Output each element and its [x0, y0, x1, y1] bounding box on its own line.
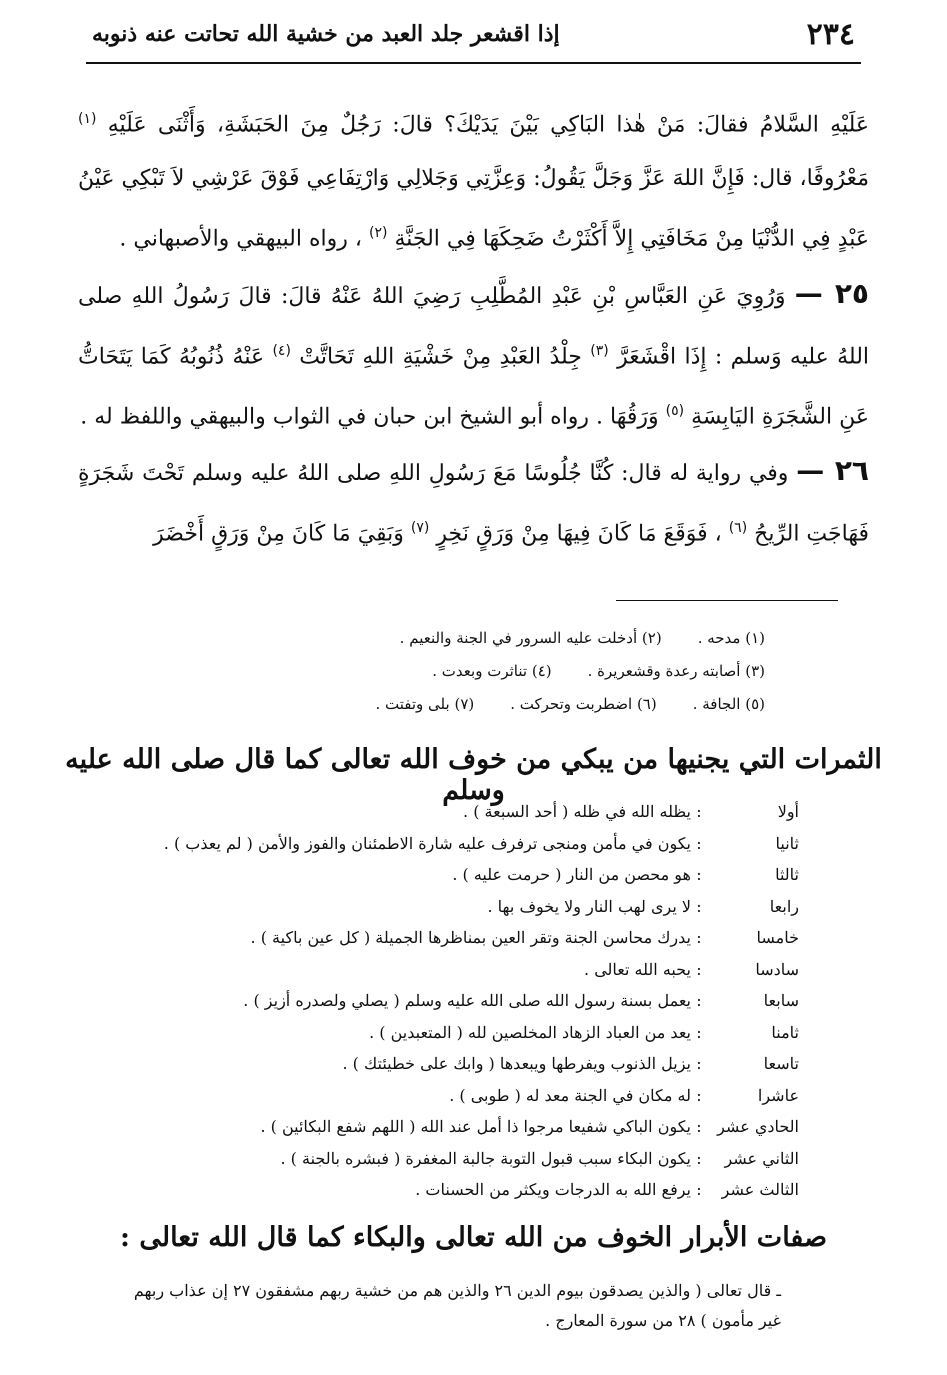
item-text: يعد من العباد الزهاد المخلصين لله ( المتعبدين ) .	[369, 1022, 691, 1042]
hadith-number: ٢٥ —	[794, 276, 870, 310]
list-item: عاشرا : له مكان في الجنة معد له ( طوبى ) .	[150, 1080, 799, 1112]
paragraph-text: وفي رواية له قال: كُنَّا جُلُوسًا مَعَ رَسُولِ اللهِ صلى اللهُ عليه وسلم تَحْتَ شَجَرَةٍ فَهَاجَتِ الرِّيحُ	[78, 461, 869, 547]
list-item: خامسا : يدرك محاسن الجنة وتقر العين بمناظرها الجميلة ( كل عين باكية ) .	[150, 922, 799, 954]
list-item: الثاني عشر : يكون البكاء سبب قبول التوبة جالبة المغفرة ( فبشره بالجنة ) .	[150, 1143, 799, 1175]
footnote-ref: (٣)	[590, 342, 609, 359]
item-text: يرفع الله به الدرجات ويكثر من الحسنات .	[415, 1180, 691, 1199]
footnote-ref: (٢)	[368, 225, 388, 242]
hadith-26	[78, 444, 869, 561]
section-heading-fruits: الثمرات التي يجنيها من يبكي من خوف الله تعالى كما قال صلى الله عليه وسلم	[65, 744, 882, 806]
paragraph-1	[78, 92, 869, 267]
footnote-row	[180, 688, 765, 721]
item-text: لا يرى لهب النار ولا يخوف بها .	[487, 896, 691, 916]
footnote-row	[180, 655, 765, 688]
list-item: سابعا : يعمل بسنة رسول الله صلى الله عليه وسلم ( يصلي ولصدره أزيز ) .	[150, 985, 799, 1017]
paragraph-text: وَرُوِيَ عَنِ العَبَّاسِ بْنِ عَبْدِ المُطَّلِبِ رَضِيَ اللهُ عَنْهُ قالَ: قالَ رَسُولُ اللهِ صلى اللهُ عليه وَسلم : إِذَا اقْشَعَرَّ	[78, 283, 870, 369]
item-ordinal: أولا	[777, 802, 799, 821]
hadith-number: ٢٦ —	[796, 454, 870, 488]
section-heading-virtues: صفات الأبرار الخوف من الله تعالى والبكاء كما قال الله تعالى :	[119, 1222, 828, 1253]
footnote-ref: (١)	[78, 111, 97, 127]
item-ordinal: ثامنا	[771, 1022, 799, 1042]
item-ordinal: رابعا	[769, 896, 799, 916]
item-ordinal: سابعا	[763, 991, 799, 1010]
list-item: تاسعا : يزيل الذنوب ويفرطها ويبعدها ( وابك على خطيئتك ) .	[150, 1048, 799, 1080]
paragraph-text: وَبَقِيَ مَا كَانَ مِنْ وَرَقٍ أَخْضَرَ	[153, 521, 404, 547]
footnote-ref: (٤)	[272, 342, 291, 359]
list-item: رابعا : لا يرى لهب النار ولا يخوف بها .	[150, 891, 799, 923]
item-ordinal: ثانيا	[775, 833, 799, 853]
item-text: يكون في مأمن ومنجى ترفرف عليه شارة الاطمئنان والفوز والأمن ( لم يعذب ) .	[163, 833, 691, 853]
list-item: الحادي عشر : يكون الباكي شفيعا مرجوا ذا أمل عند الله ( اللهم شفع البكائين ) .	[150, 1111, 799, 1143]
list-item: ثالثا : هو محصن من النار ( حرمت عليه ) .	[150, 859, 799, 891]
footnote: (٧) بلى وتفتت .	[375, 695, 475, 713]
footnote-row	[180, 622, 765, 655]
item-ordinal: الحادي عشر	[717, 1117, 799, 1136]
page-header	[92, 16, 855, 52]
item-ordinal: عاشرا	[757, 1085, 799, 1105]
footnote-ref: (٧)	[410, 520, 430, 537]
list-item: أولا : يظله الله في ظله ( أحد السبعة ) .	[150, 796, 799, 828]
item-text: يزيل الذنوب ويفرطها ويبعدها ( وابك على خطيئتك ) .	[342, 1054, 691, 1073]
paragraph-text: جِلْدُ العَبْدِ مِنْ خَشْيَةِ اللهِ تَحَاتَّتْ	[299, 343, 582, 369]
running-title: إذا اقشعر جلد العبد من خشية الله تحاتت عنه ذنوبه	[92, 21, 560, 47]
list-item: ثانيا : يكون في مأمن ومنجى ترفرف عليه شارة الاطمئنان والفوز والأمن ( لم يعذب ) .	[150, 828, 799, 860]
item-text: يظله الله في ظله ( أحد السبعة ) .	[463, 802, 691, 821]
paragraph-text: عَنْهُ ذُنُوبُهُ كَمَا يَتَحَاتُّ عَنِ الشَّجَرَةِ اليَابِسَةِ	[78, 343, 869, 430]
list-item: الثالث عشر : يرفع الله به الدرجات ويكثر من الحسنات .	[150, 1174, 799, 1206]
list-item: ثامنا : يعد من العباد الزهاد المخلصين لله ( المتعبدين ) .	[150, 1017, 799, 1049]
verse-line: غير مأمون ) ٢٨ من سورة المعارج .	[545, 1311, 781, 1330]
item-text: له مكان في الجنة معد له ( طوبى ) .	[449, 1085, 691, 1105]
quran-verse	[70, 1276, 781, 1336]
verse-line: ـ قال تعالى ( والذين يصدقون بيوم الدين ٢٦ والذين هم من خشية ربهم مشفقون ٢٧ إن عذاب ربهم	[133, 1281, 781, 1300]
paragraph-text: ، فَوَقَعَ مَا كَانَ فِيهَا مِنْ وَرَقٍ نَخِرٍ	[436, 521, 722, 547]
item-ordinal: الثالث عشر	[721, 1180, 799, 1199]
item-text: هو محصن من النار ( حرمت عليه ) .	[452, 865, 691, 884]
footnote: (٦) اضطربت وتحركت .	[510, 695, 657, 713]
item-ordinal: سادسا	[755, 959, 799, 979]
item-text: يعمل بسنة رسول الله صلى الله عليه وسلم ( يصلي ولصدره أزيز ) .	[243, 991, 691, 1010]
item-text: يكون البكاء سبب قبول التوبة جالبة المغفرة ( فبشره بالجنة ) .	[280, 1148, 691, 1168]
hadith-25	[78, 267, 869, 445]
main-text	[78, 92, 869, 562]
paragraph-text: عَلَيْهِ السَّلامُ فقالَ: مَنْ هٰذا البَاكِي بَيْنَ يَدَيْكَ؟ قالَ: رَجُلٌ مِنَ الحَبَشَةِ، وَأَثْنَى عَلَيْهِ	[107, 112, 870, 138]
page-number: ٢٣٤	[806, 16, 855, 52]
header-divider	[86, 62, 861, 64]
item-text: يحبه الله تعالى .	[584, 959, 691, 979]
paragraph-text: مَعْرُوفًا، قال: فَإِنَّ اللهَ عَزَّ وَجَلَّ يَقُولُ: وَعِزَّتِي وَجَلالِي وَارْتِفَاعِي فَوْقَ عَرْشِي لاَ تَبْكِي عَيْنُ عَبْدٍ فِي الدُّنْيَا مِنْ مَخَافَتِي إِلاَّ أَكْثَرْتُ ضَحِكَهَا فِي الجَنَّةِ	[78, 166, 869, 252]
item-ordinal: خامسا	[756, 928, 799, 947]
footnote: (١) مدحه .	[697, 629, 765, 647]
footnote-divider	[616, 600, 838, 601]
footnote: (٣) أصابته رعدة وقشعريرة .	[587, 662, 765, 680]
paragraph-text: ، رواه البيهقي والأصبهاني .	[119, 226, 362, 252]
item-ordinal: ثالثا	[775, 865, 799, 884]
footnote: (٤) تناثرت وبعدت .	[432, 662, 552, 680]
footnote: (٥) الجافة .	[692, 695, 765, 713]
footnote: (٢) أدخلت عليه السرور في الجنة والنعيم .	[399, 629, 662, 647]
footnote-ref: (٥)	[665, 402, 685, 419]
paragraph-text: وَرَقُهَا . رواه أبو الشيخ ابن حبان في الثواب والبيهقي واللفظ له .	[80, 404, 659, 430]
footnote-ref: (٦)	[728, 520, 748, 537]
fruits-list	[150, 796, 799, 1206]
item-ordinal: تاسعا	[763, 1054, 799, 1073]
footnotes	[180, 622, 765, 721]
item-text: يدرك محاسن الجنة وتقر العين بمناظرها الجميلة ( كل عين باكية ) .	[250, 928, 691, 947]
list-item: سادسا : يحبه الله تعالى .	[150, 954, 799, 986]
item-ordinal: الثاني عشر	[724, 1148, 799, 1168]
item-text: يكون الباكي شفيعا مرجوا ذا أمل عند الله ( اللهم شفع البكائين ) .	[260, 1117, 691, 1136]
